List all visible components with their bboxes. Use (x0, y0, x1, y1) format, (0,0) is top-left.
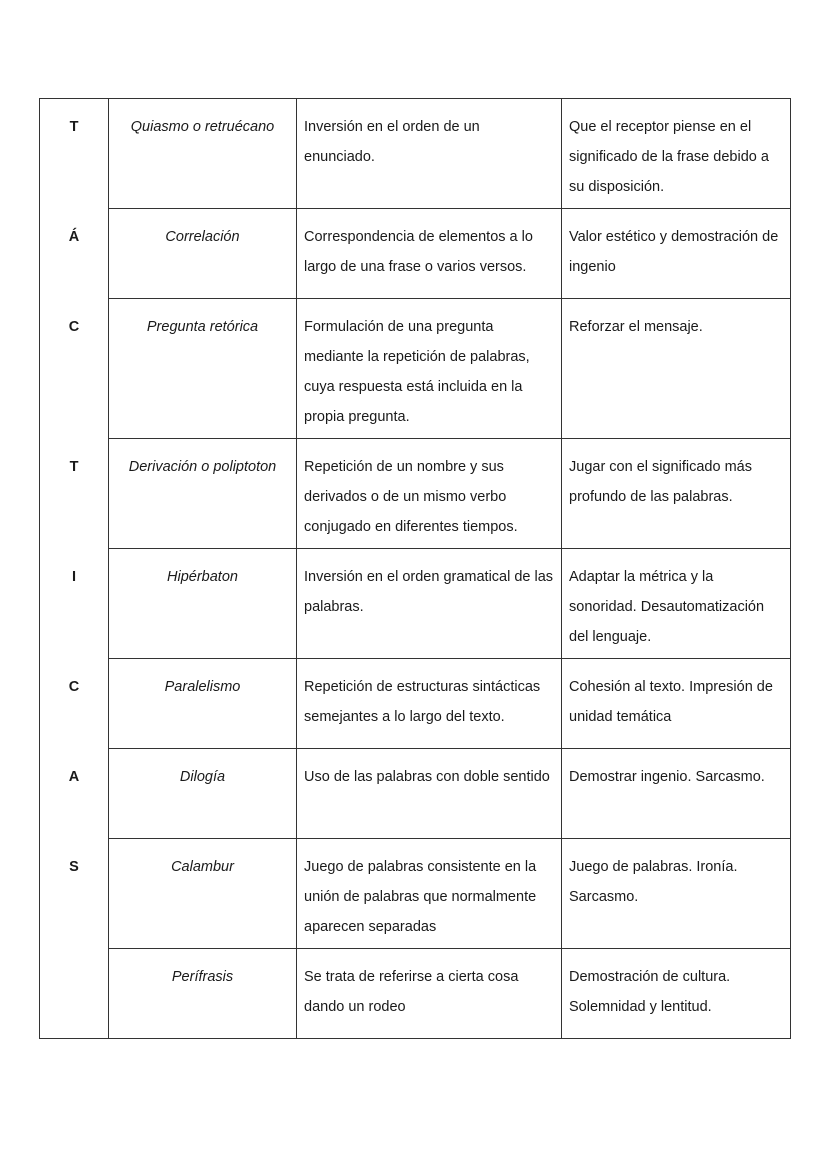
table-row (40, 99, 791, 209)
figure-name: Derivación o poliptoton (109, 439, 297, 549)
figure-definition: Repetición de un nombre y sus derivados o de un mismo verbo conjugado en diferentes tiempos. (297, 439, 562, 549)
vertical-letter: T (40, 99, 109, 209)
vertical-letter: Á (40, 209, 109, 299)
table-row (40, 949, 791, 1039)
figure-definition: Formulación de una pregunta mediante la repetición de palabras, cuya respuesta está incluida en la propia pregunta. (297, 299, 562, 439)
figure-name: Paralelismo (109, 659, 297, 749)
figure-definition: Se trata de referirse a cierta cosa dando un rodeo (297, 949, 562, 1039)
table-row (40, 209, 791, 299)
figure-name: Perífrasis (109, 949, 297, 1039)
figure-definition: Uso de las palabras con doble sentido (297, 749, 562, 839)
table-row (40, 549, 791, 659)
table-row (40, 839, 791, 949)
figure-name: Quiasmo o retruécano (109, 99, 297, 209)
figure-purpose: Que el receptor piense en el significado de la frase debido a su disposición. (562, 99, 791, 209)
figure-name: Pregunta retórica (109, 299, 297, 439)
rhetorical-figures-table (39, 98, 791, 1039)
vertical-letter (40, 949, 109, 1039)
figure-purpose: Adaptar la métrica y la sonoridad. Desautomatización del lenguaje. (562, 549, 791, 659)
figure-purpose: Valor estético y demostración de ingenio (562, 209, 791, 299)
figure-purpose: Jugar con el significado más profundo de las palabras. (562, 439, 791, 549)
table-row (40, 749, 791, 839)
figure-purpose: Juego de palabras. Ironía. Sarcasmo. (562, 839, 791, 949)
figure-name: Hipérbaton (109, 549, 297, 659)
vertical-letter: S (40, 839, 109, 949)
figure-definition: Inversión en el orden gramatical de las palabras. (297, 549, 562, 659)
figure-definition: Juego de palabras consistente en la unión de palabras que normalmente aparecen separadas (297, 839, 562, 949)
figure-purpose: Cohesión al texto. Impresión de unidad temática (562, 659, 791, 749)
figure-name: Calambur (109, 839, 297, 949)
vertical-letter: T (40, 439, 109, 549)
vertical-letter: A (40, 749, 109, 839)
vertical-letter: C (40, 659, 109, 749)
figure-name: Correlación (109, 209, 297, 299)
vertical-letter: C (40, 299, 109, 439)
figure-purpose: Demostrar ingenio. Sarcasmo. (562, 749, 791, 839)
figure-purpose: Reforzar el mensaje. (562, 299, 791, 439)
table-row (40, 299, 791, 439)
table-row (40, 439, 791, 549)
figure-definition: Correspondencia de elementos a lo largo de una frase o varios versos. (297, 209, 562, 299)
table-row (40, 659, 791, 749)
figure-name: Dilogía (109, 749, 297, 839)
vertical-letter: I (40, 549, 109, 659)
figure-definition: Repetición de estructuras sintácticas semejantes a lo largo del texto. (297, 659, 562, 749)
figure-definition: Inversión en el orden de un enunciado. (297, 99, 562, 209)
figure-purpose: Demostración de cultura. Solemnidad y lentitud. (562, 949, 791, 1039)
